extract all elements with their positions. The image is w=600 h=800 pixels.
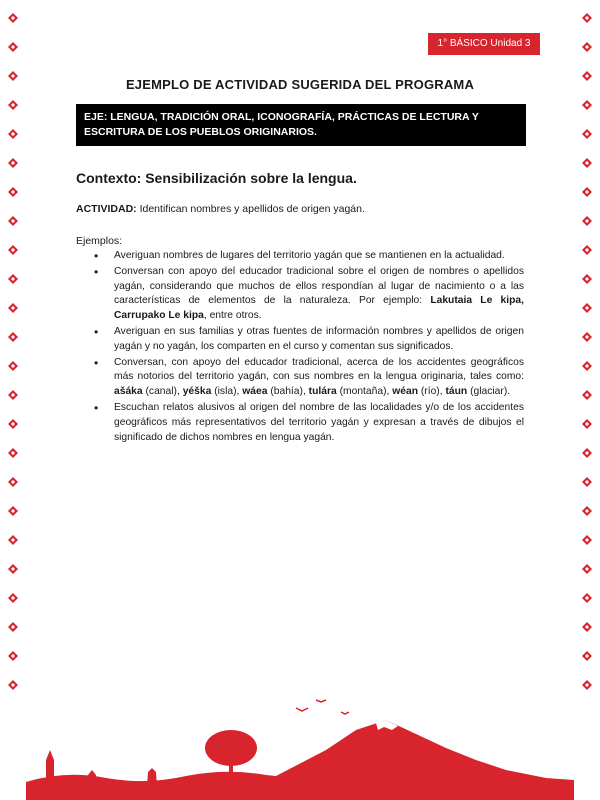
border-diamond-dot (585, 393, 588, 396)
border-diamond-dot (11, 190, 14, 193)
border-diamond-dot (11, 45, 14, 48)
border-diamond-dot (585, 190, 588, 193)
list-item: • Conversan, con apoyo del educador tradicional, acerca de los accidentes geográficos más notorios del territorio yagán, con sus nombres en la lengua originaria, tales como: ašáka (canal), yéška (isla), wáea (bahía), tulára (montaña), wéan (río), táun (glaciar). (94, 356, 524, 400)
page-title: EJEMPLO DE ACTIVIDAD SUGERIDA DEL PROGRAMA (125, 77, 475, 92)
border-diamond-dot (585, 16, 588, 19)
examples-list (94, 249, 524, 446)
border-diamond-dot (585, 422, 588, 425)
border-diamond-dot (585, 538, 588, 541)
landscape-illustration (26, 690, 574, 800)
border-diamond-dot (585, 451, 588, 454)
border-diamond-dot (585, 625, 588, 628)
activity-line (76, 203, 365, 215)
border-diamond-dot (585, 509, 588, 512)
border-diamond-dot (11, 451, 14, 454)
border-diamond-dot (11, 306, 14, 309)
right-diamond-pattern (577, 0, 597, 800)
border-diamond-dot (11, 422, 14, 425)
border-diamond-dot (585, 596, 588, 599)
border-diamond-dot (585, 103, 588, 106)
border-diamond-dot (11, 480, 14, 483)
border-diamond-dot (11, 219, 14, 222)
border-diamond-dot (11, 364, 14, 367)
border-diamond-dot (11, 625, 14, 628)
border-diamond-dot (585, 45, 588, 48)
list-item: • Conversan con apoyo del educador tradicional sobre el origen de nombres o apellidos yagán, considerando que muchos de ellos respondían al lugar de nacimiento o a las características de elementos de la naturaleza. Por ejemplo: Lakutaia Le kipa, Carrupako Le kipa, entre otros. (94, 265, 524, 324)
border-diamond-dot (585, 335, 588, 338)
border-diamond-dot (11, 132, 14, 135)
right-border (574, 0, 600, 800)
border-diamond-dot (11, 596, 14, 599)
border-diamond-dot (585, 161, 588, 164)
border-diamond-dot (11, 509, 14, 512)
border-diamond-dot (11, 103, 14, 106)
eje-banner: EJE: LENGUA, TRADICIÓN ORAL, ICONOGRAFÍA, PRÁCTICAS DE LECTURA Y ESCRITURA DE LOS PUEBLOS ORIGINARIOS. (76, 104, 526, 146)
border-diamond-dot (11, 277, 14, 280)
activity-text: Identifican nombres y apellidos de origen yagán. (136, 203, 365, 215)
border-diamond-dot (11, 161, 14, 164)
list-item: • Averiguan en sus familias y otras fuentes de información nombres y apellidos de origen yagán y no yagán, los comparten en el curso y comentan sus significados. (94, 325, 524, 355)
border-diamond-dot (585, 683, 588, 686)
border-diamond-dot (585, 654, 588, 657)
border-diamond-dot (11, 248, 14, 251)
border-diamond-dot (11, 683, 14, 686)
border-diamond-dot (585, 132, 588, 135)
border-diamond-dot (11, 335, 14, 338)
list-item: • Averiguan nombres de lugares del territorio yagán que se mantienen en la actualidad. (94, 249, 524, 264)
border-diamond-dot (11, 16, 14, 19)
border-diamond-dot (585, 480, 588, 483)
border-diamond-dot (585, 364, 588, 367)
border-diamond-dot (11, 538, 14, 541)
examples-label: Ejemplos: (76, 235, 123, 247)
left-border (0, 0, 26, 800)
border-diamond-dot (585, 248, 588, 251)
border-diamond-dot (11, 654, 14, 657)
border-diamond-dot (585, 219, 588, 222)
activity-label: ACTIVIDAD: (76, 203, 137, 215)
grade-unit-tag: 1° BÁSICO Unidad 3 (428, 33, 540, 55)
border-diamond-dot (585, 306, 588, 309)
border-diamond-dot (585, 567, 588, 570)
context-heading: Contexto: Sensibilización sobre la lengua. (76, 170, 357, 186)
border-diamond-dot (11, 567, 14, 570)
list-item: • Escuchan relatos alusivos al origen del nombre de las localidades y/o de los accidentes geográficos más representativos del territorio yagán y expresan a través de dibujos el significado de dichos nombres en lengua yagán. (94, 401, 524, 445)
border-diamond-dot (11, 393, 14, 396)
border-diamond-dot (585, 277, 588, 280)
left-diamond-pattern (3, 0, 23, 800)
